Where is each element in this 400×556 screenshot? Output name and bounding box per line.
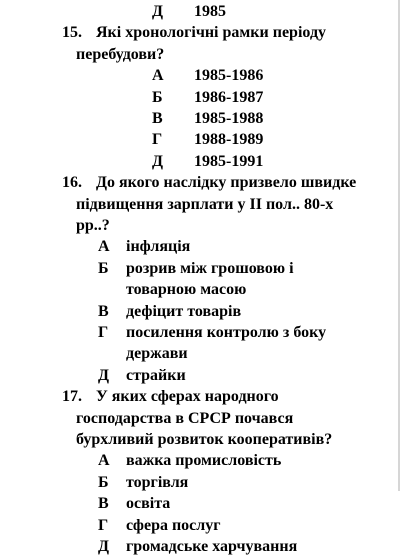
q15-option-d-text: 1985-1991	[194, 152, 264, 170]
q15-number: 15.	[62, 24, 82, 42]
q15-question-line-2: перебудови?	[76, 45, 165, 63]
q15-option-g-text: 1988-1989	[194, 131, 264, 149]
q15-option-g-letter: Г	[152, 131, 163, 149]
q16-number: 16.	[62, 174, 82, 192]
q16-option-v-letter: В	[98, 302, 109, 320]
q17-option-b-text: торгівля	[126, 473, 189, 491]
q15-option-a-letter: А	[152, 67, 164, 85]
q17-question-line-3: бурхливий розвиток кооперативів?	[76, 431, 333, 448]
q17-option-d-letter: Д	[98, 538, 110, 555]
q17-option-v-text: освіта	[126, 495, 171, 513]
q15-option-b-letter: Б	[152, 88, 163, 106]
q17-option-g-text: сфера послуг	[126, 516, 221, 534]
q16-option-a-letter: А	[98, 238, 110, 256]
q15-option-d-letter: Д	[152, 152, 164, 170]
q17-question-line-1: У яких сферах народного	[96, 388, 279, 406]
q16-option-b-text-cont: товарною масою	[126, 281, 247, 299]
q15-option-v-letter: В	[152, 110, 163, 127]
q16-option-d-letter: Д	[98, 366, 110, 384]
q16-question-line-2: підвищення зарплати у ІІ пол.. 80-х	[76, 195, 334, 213]
q17-question-line-2: господарства в СРСР почався	[76, 409, 294, 427]
q16-option-g-text-cont: держави	[126, 345, 188, 363]
q17-option-v-letter: В	[98, 495, 109, 513]
q15-option-a-text: 1985-1986	[194, 67, 264, 85]
q15-option-b-text: 1986-1987	[194, 88, 264, 106]
q14-option-letter: Д	[152, 3, 164, 20]
q17-option-g-letter: Г	[98, 516, 109, 534]
q16-option-g-letter: Г	[98, 324, 109, 341]
q15-question-line-1: Які хронологічні рамки періоду	[96, 24, 327, 42]
q16-option-d-text: страйки	[126, 366, 186, 384]
q16-option-a-text: інфляція	[126, 238, 191, 256]
q15-option-v-text: 1985-1988	[194, 110, 264, 127]
q16-option-v-text: дефіцит товарів	[126, 302, 242, 320]
q17-number: 17.	[62, 388, 82, 406]
q16-question-line-1: До якого наслідку призвело швидке	[96, 174, 357, 192]
q17-option-a-text: важка промисловість	[126, 452, 282, 470]
q16-option-g-text: посилення контролю з боку	[126, 324, 327, 341]
q14-option-text: 1985	[194, 3, 226, 20]
q17-option-d-text: громадське харчування	[126, 538, 298, 555]
q16-option-b-letter: Б	[98, 259, 109, 277]
q17-option-a-letter: А	[98, 452, 110, 470]
q17-option-b-letter: Б	[98, 473, 109, 491]
q16-option-b-text: розрив між грошовою і	[126, 259, 294, 277]
q16-question-line-3: рр..?	[76, 217, 110, 234]
